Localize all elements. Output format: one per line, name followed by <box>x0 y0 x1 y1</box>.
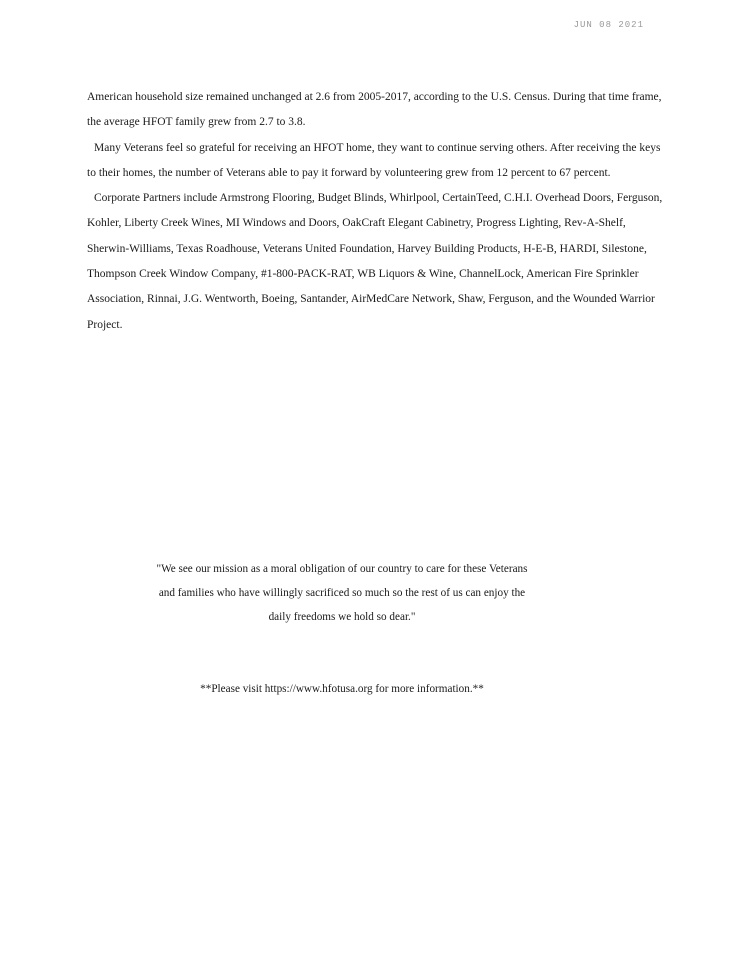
date-stamp: JUN 08 2021 <box>573 20 644 30</box>
more-info-note: **Please visit https://www.hfotusa.org for more information.** <box>200 683 484 695</box>
mission-quote <box>87 557 597 629</box>
paragraph-household-size: American household size remained unchanged at 2.6 from 2005-2017, according to the U.S. Census. During that time frame, the average HFOT family grew from 2.7 to 3.8. <box>87 91 662 129</box>
paragraph-veterans-volunteering: Many Veterans feel so grateful for receiving an HFOT home, they want to continue serving others. After receiving the keys to their homes, the number of Veterans able to pay it forward by volunteering grew from 12 percent to 67 percent. <box>87 141 661 179</box>
quote-line: "We see our mission as a moral obligation of our country to care for these Veterans <box>156 563 528 575</box>
paragraph-corporate-partners: Corporate Partners include Armstrong Flooring, Budget Blinds, Whirlpool, CertainTeed, C.H.I. Overhead Doors, Ferguson, Kohler, Liberty Creek Wines, MI Windows and Doors, OakCraft Elegant Cabinetry, Progress Lighting, Rev-A-Shelf, Sherwin-Williams, Texas Roadhouse, Veterans United Foundation, Harvey Building Products, H-E-B, HARDI, Silestone, Thompson Creek Window Company, #1-800-PACK-RAT, WB Liquors & Wine, ChannelLock, American Fire Sprinkler Association, Rinnai, J.G. Wentworth, Boeing, Santander, AirMedCare Network, Shaw, Ferguson, and the Wounded Warrior Project. <box>87 192 663 331</box>
body-text <box>87 85 667 338</box>
quote-line: daily freedoms we hold so dear." <box>268 611 416 623</box>
quote-line: and families who have willingly sacrificed so much so the rest of us can enjoy the <box>158 587 526 599</box>
